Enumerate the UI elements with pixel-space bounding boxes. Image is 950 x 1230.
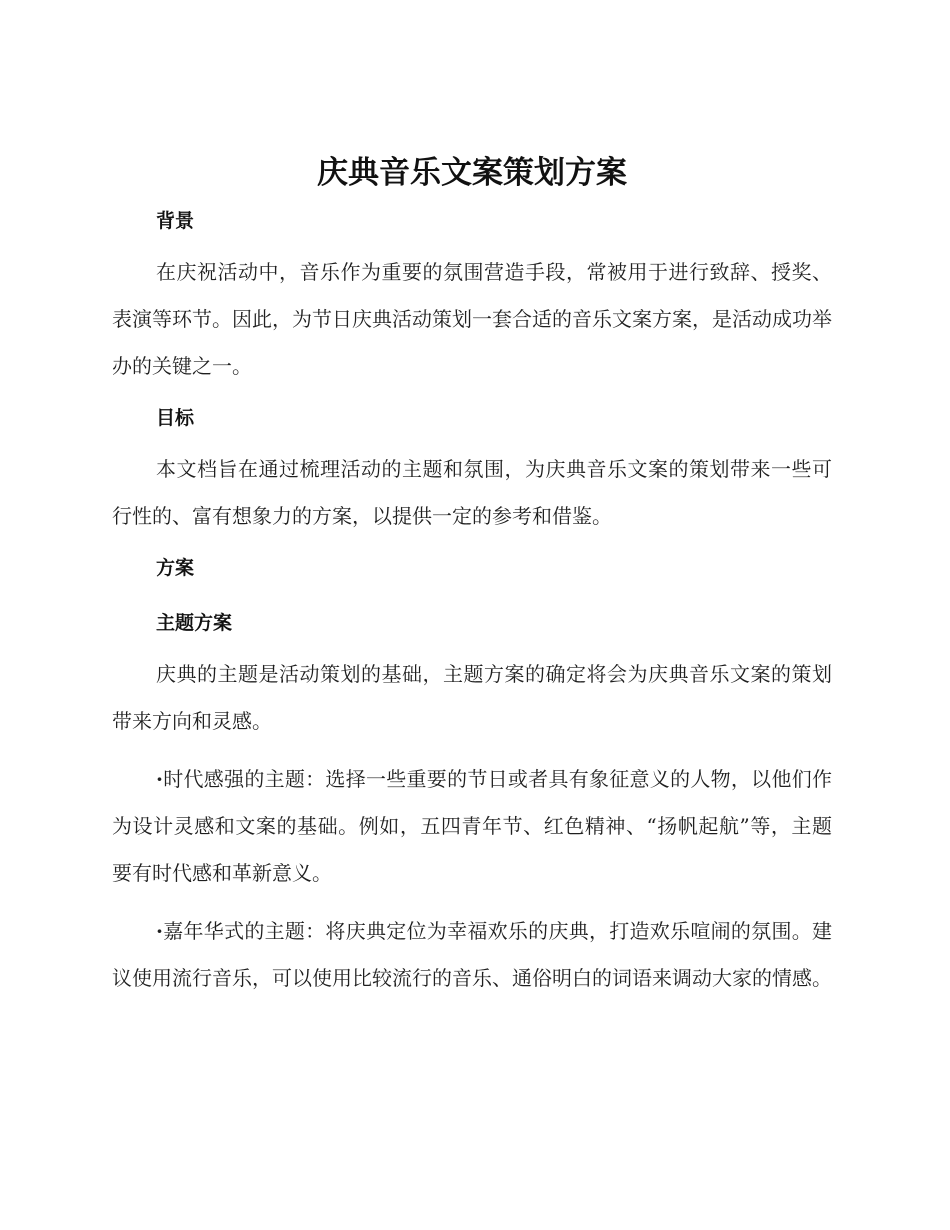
plan-heading: 方案 bbox=[156, 557, 195, 579]
document-title: 庆典音乐文案策划方案 bbox=[317, 155, 627, 191]
document-body bbox=[112, 148, 832, 1002]
bullet-item-era-theme bbox=[112, 756, 832, 897]
bullet-dot: · bbox=[156, 919, 163, 943]
theme-plan-heading: 主题方案 bbox=[156, 612, 233, 634]
bullet-text: 嘉年华式的主题：将庆典定位为幸福欢乐的庆典，打造欢乐喧闹的氛围。建议使用流行音乐，可以使用比较流行的音乐、通俗明白的词语来调动大家的情感。 bbox=[112, 919, 832, 990]
bullet-item-carnival-theme bbox=[112, 908, 832, 1002]
bullet-text: 时代感强的主题：选择一些重要的节日或者具有象征意义的人物，以他们作为设计灵感和文案的基础。例如，五四青年节、红色精神、“扬帆起航”等，主题要有时代感和革新意义。 bbox=[112, 767, 832, 885]
bullet-dot: · bbox=[156, 767, 163, 791]
background-heading: 背景 bbox=[156, 210, 195, 232]
goal-heading: 目标 bbox=[156, 407, 195, 429]
goal-paragraph: 本文档旨在通过梳理活动的主题和氛围，为庆典音乐文案的策划带来一些可行性的、富有想象力的方案，以提供一定的参考和借鉴。 bbox=[112, 457, 832, 528]
theme-intro-paragraph: 庆典的主题是活动策划的基础，主题方案的确定将会为庆典音乐文案的策划带来方向和灵感。 bbox=[112, 662, 832, 733]
background-paragraph: 在庆祝活动中，音乐作为重要的氛围营造手段，常被用于进行致辞、授奖、表演等环节。因此，为节日庆典活动策划一套合适的音乐文案方案，是活动成功举办的关键之一。 bbox=[112, 260, 832, 378]
